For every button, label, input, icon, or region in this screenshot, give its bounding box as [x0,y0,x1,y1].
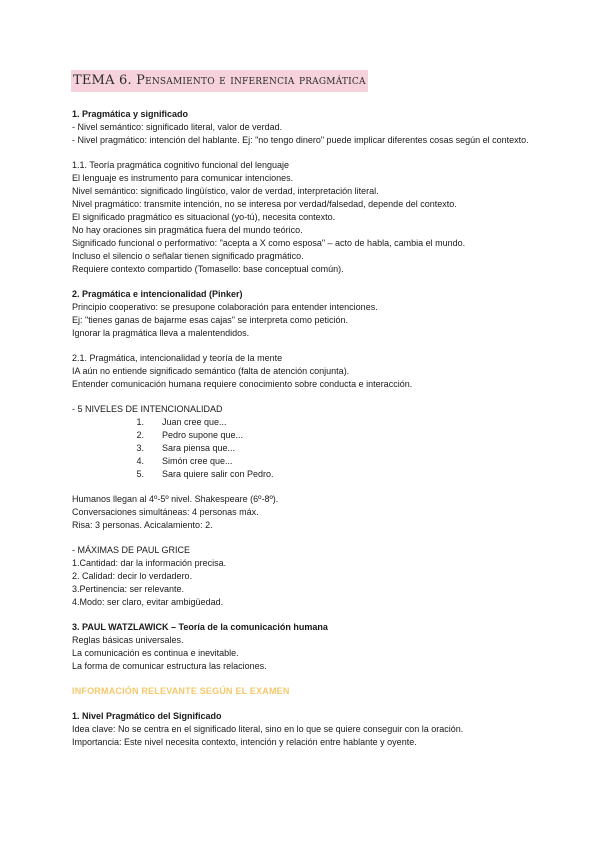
section-1-1-line: El lenguaje es instrumento para comunicar intenciones. [72,173,294,183]
section-2-line: Ignorar la pragmática lleva a malentendidos. [72,328,250,338]
grice-line: 2. Calidad: decir lo verdadero. [72,571,193,581]
section-1-1-line: Incluso el silencio o señalar tienen significado pragmático. [72,251,304,261]
section-1-1-line: Requiere contexto compartido (Tomasello: base conceptual común). [72,264,344,274]
list-item [72,429,542,442]
section-2-1-heading: 2.1. Pragmática, intencionalidad y teoría de la mente [72,353,283,363]
section-2-1-line: IA aún no entiende significado semántico (falta de atención conjunta). [72,366,350,376]
list-item [72,455,542,468]
grice-line: 3.Pertinencia: ser relevante. [72,584,185,594]
list-number: 1. [136,417,144,427]
list-item [72,416,542,429]
niveles-heading: - 5 NIVELES DE INTENCIONALIDAD [72,404,223,414]
section-1-1-line: No hay oraciones sin pragmática fuera del mundo teórico. [72,225,303,235]
section-1-line: - Nivel semántico: significado literal, valor de verdad. [72,122,283,132]
list-text: Juan cree que... [162,417,227,427]
title-highlight [71,70,368,92]
list-number: 5. [136,469,144,479]
section-2-line: Ej: "tienes ganas de bajarme esas cajas" se interpreta como petición. [72,315,349,325]
section-2-line: Principio cooperativo: se presupone colaboración para entender intenciones. [72,302,378,312]
list-text: Pedro supone que... [162,430,244,440]
nivel-1-line: Importancia: Este nivel necesita contexto, intención y relación entre hablante y oyente. [72,737,417,747]
grice-heading: - MÁXIMAS DE PAUL GRICE [72,545,191,555]
section-3-line: La comunicación es continua e inevitable. [72,648,239,658]
list-item [72,442,542,455]
humanos-line: Risa: 3 personas. Acicalamiento: 2. [72,520,213,530]
list-number: 2. [136,430,144,440]
section-3-line: La forma de comunicar estructura las relaciones. [72,661,267,671]
list-text: Sara piensa que... [162,443,236,453]
grice-line: 4.Modo: ser claro, evitar ambigüedad. [72,597,224,607]
humanos-line: Conversaciones simultáneas: 4 personas máx. [72,507,259,517]
document-title: TEMA 6. Pensamiento e inferencia pragmática [73,73,366,88]
exam-info-heading: INFORMACIÓN RELEVANTE SEGÚN EL EXAMEN [72,686,290,696]
section-1-line: - Nivel pragmático: intención del hablante. Ej: "no tengo dinero" puede implicar diferentes cosas según el contexto. [72,135,529,145]
document-body [72,108,542,749]
section-2-1-line: Entender comunicación humana requiere conocimiento sobre conducta e interacción. [72,379,413,389]
section-1-1-line: Nivel pragmático: transmite intención, no se interesa por verdad/falsedad, depende del contexto. [72,199,457,209]
list-text: Sara quiere salir con Pedro. [162,469,274,479]
grice-line: 1.Cantidad: dar la información precisa. [72,558,227,568]
list-number: 3. [136,443,144,453]
list-number: 4. [136,456,144,466]
section-1-heading: 1. Pragmática y significado [72,109,189,119]
section-3-line: Reglas básicas universales. [72,635,184,645]
section-1-1-line: Significado funcional o performativo: "acepta a X como esposa" – acto de habla, cambia el mundo. [72,238,466,248]
list-text: Simón cree que... [162,456,233,466]
section-2-heading: 2. Pragmática e intencionalidad (Pinker) [72,289,243,299]
list-item [72,468,542,481]
humanos-line: Humanos llegan al 4º-5º nivel. Shakespeare (6º-8º). [72,494,279,504]
section-1-1-line: Nivel semántico: significado lingüístico, valor de verdad, interpretación literal. [72,186,379,196]
section-3-heading: 3. PAUL WATZLAWICK – Teoría de la comunicación humana [72,622,328,632]
section-1-1-heading: 1.1. Teoría pragmática cognitivo funcional del lenguaje [72,160,289,170]
section-1-1-line: El significado pragmático es situacional (yo-tú), necesita contexto. [72,212,336,222]
nivel-1-heading: 1. Nivel Pragmático del Significado [72,711,222,721]
nivel-1-line: Idea clave: No se centra en el significado literal, sino en lo que se quiere conseguir con la oración. [72,724,464,734]
